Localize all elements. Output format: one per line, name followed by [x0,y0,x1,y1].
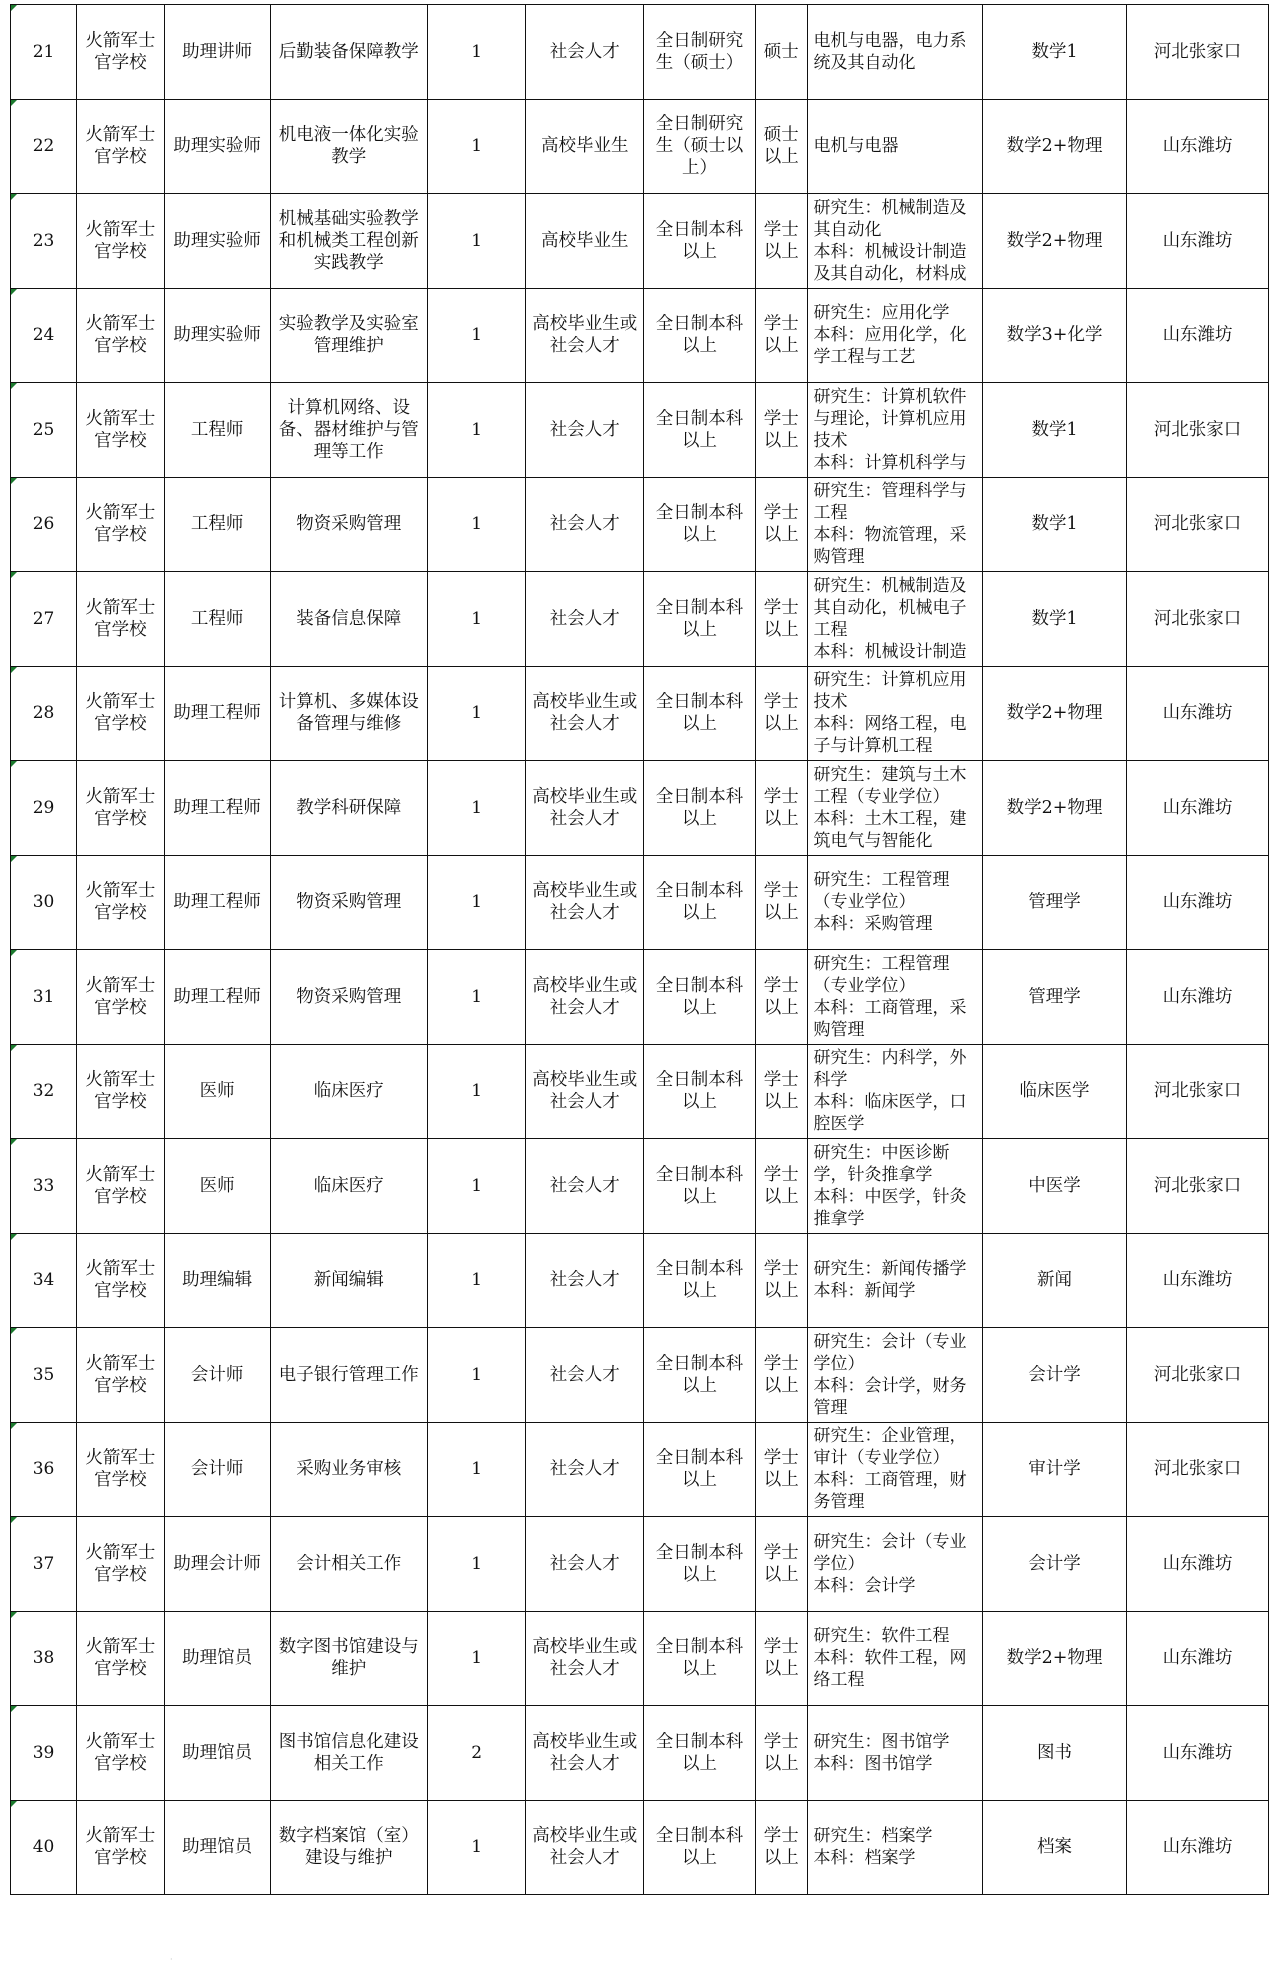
job-duty-cell: 装备信息保障 [270,572,427,667]
exam-subject-cell: 数学2+物理 [982,761,1126,856]
degree-cell: 学士以上 [755,666,807,761]
position-title-cell: 助理工程师 [164,761,270,856]
work-location-cell: 河北张家口 [1127,1139,1269,1234]
unit-name-cell: 火箭军士官学校 [77,950,165,1045]
candidate-source-cell: 高校毕业生或社会人才 [526,855,644,950]
position-title-cell: 工程师 [164,477,270,572]
headcount-cell: 1 [427,1328,526,1423]
candidate-source-cell: 高校毕业生或社会人才 [526,950,644,1045]
unit-name-cell: 火箭军士官学校 [77,99,165,194]
exam-subject-cell: 数学1 [982,572,1126,667]
unit-name-cell: 火箭军士官学校 [77,288,165,383]
education-cell: 全日制本科以上 [644,855,756,950]
headcount-cell: 1 [427,99,526,194]
serial-number-cell: 38 [11,1611,77,1706]
major-cell: 研究生：计算机应用技术 本科：网络工程，电子与计算机工程 [807,666,982,761]
degree-cell: 学士以上 [755,1044,807,1139]
exam-subject-cell: 管理学 [982,950,1126,1045]
unit-name-cell: 火箭军士官学校 [77,1517,165,1612]
unit-name-cell: 火箭军士官学校 [77,1611,165,1706]
education-cell: 全日制本科以上 [644,1233,756,1328]
work-location-cell: 河北张家口 [1127,1328,1269,1423]
degree-cell: 学士以上 [755,1233,807,1328]
unit-name-cell: 火箭军士官学校 [77,761,165,856]
candidate-source-cell: 高校毕业生或社会人才 [526,666,644,761]
education-cell: 全日制本科以上 [644,1139,756,1234]
unit-name-cell: 火箭军士官学校 [77,1044,165,1139]
position-title-cell: 助理会计师 [164,1517,270,1612]
major-cell: 研究生：新闻传播学 本科：新闻学 [807,1233,982,1328]
education-cell: 全日制本科以上 [644,1517,756,1612]
unit-name-cell: 火箭军士官学校 [77,1233,165,1328]
position-title-cell: 医师 [164,1139,270,1234]
education-cell: 全日制本科以上 [644,288,756,383]
degree-cell: 学士以上 [755,572,807,667]
table-row [11,288,1269,383]
major-cell: 研究生：管理科学与工程 本科：物流管理，采购管理 [807,477,982,572]
serial-number-cell: 39 [11,1706,77,1801]
table-row [11,1422,1269,1517]
major-cell: 研究生：建筑与土木工程（专业学位） 本科：土木工程，建筑电气与智能化 [807,761,982,856]
candidate-source-cell: 高校毕业生 [526,99,644,194]
position-title-cell: 助理编辑 [164,1233,270,1328]
exam-subject-cell: 数学2+物理 [982,99,1126,194]
major-cell: 研究生：会计（专业学位） 本科：会计学，财务管理 [807,1328,982,1423]
major-cell: 研究生：工程管理（专业学位） 本科：采购管理 [807,855,982,950]
serial-number-cell: 31 [11,950,77,1045]
job-duty-cell: 机械基础实验教学和机械类工程创新实践教学 [270,194,427,289]
candidate-source-cell: 社会人才 [526,1139,644,1234]
headcount-cell: 1 [427,194,526,289]
candidate-source-cell: 社会人才 [526,1233,644,1328]
headcount-cell: 1 [427,1800,526,1895]
work-location-cell: 河北张家口 [1127,383,1269,478]
job-duty-cell: 计算机网络、设备、器材维护与管理等工作 [270,383,427,478]
position-title-cell: 工程师 [164,572,270,667]
serial-number-cell: 33 [11,1139,77,1234]
exam-subject-cell: 图书 [982,1706,1126,1801]
work-location-cell: 山东潍坊 [1127,1517,1269,1612]
table-row [11,194,1269,289]
candidate-source-cell: 社会人才 [526,1422,644,1517]
work-location-cell: 河北张家口 [1127,5,1269,100]
serial-number-cell: 23 [11,194,77,289]
candidate-source-cell: 高校毕业生或社会人才 [526,1706,644,1801]
degree-cell: 学士以上 [755,1611,807,1706]
job-duty-cell: 新闻编辑 [270,1233,427,1328]
candidate-source-cell: 高校毕业生或社会人才 [526,1044,644,1139]
position-title-cell: 会计师 [164,1422,270,1517]
education-cell: 全日制本科以上 [644,572,756,667]
degree-cell: 硕士 [755,5,807,100]
candidate-source-cell: 高校毕业生或社会人才 [526,1611,644,1706]
major-cell: 研究生：应用化学 本科：应用化学，化学工程与工艺 [807,288,982,383]
work-location-cell: 山东潍坊 [1127,99,1269,194]
exam-subject-cell: 会计学 [982,1328,1126,1423]
headcount-cell: 1 [427,572,526,667]
serial-number-cell: 35 [11,1328,77,1423]
unit-name-cell: 火箭军士官学校 [77,1800,165,1895]
headcount-cell: 1 [427,5,526,100]
major-cell: 研究生：中医诊断学，针灸推拿学 本科：中医学，针灸推拿学 [807,1139,982,1234]
unit-name-cell: 火箭军士官学校 [77,666,165,761]
unit-name-cell: 火箭军士官学校 [77,383,165,478]
candidate-source-cell: 高校毕业生 [526,194,644,289]
position-title-cell: 工程师 [164,383,270,478]
job-duty-cell: 物资采购管理 [270,950,427,1045]
position-title-cell: 医师 [164,1044,270,1139]
serial-number-cell: 37 [11,1517,77,1612]
work-location-cell: 山东潍坊 [1127,1800,1269,1895]
work-location-cell: 山东潍坊 [1127,761,1269,856]
exam-subject-cell: 新闻 [982,1233,1126,1328]
degree-cell: 学士以上 [755,194,807,289]
serial-number-cell: 29 [11,761,77,856]
candidate-source-cell: 高校毕业生或社会人才 [526,761,644,856]
position-title-cell: 助理实验师 [164,194,270,289]
exam-subject-cell: 数学2+物理 [982,1611,1126,1706]
education-cell: 全日制本科以上 [644,194,756,289]
table-row [11,1706,1269,1801]
table-row [11,1517,1269,1612]
serial-number-cell: 40 [11,1800,77,1895]
degree-cell: 学士以上 [755,1328,807,1423]
unit-name-cell: 火箭军士官学校 [77,855,165,950]
job-duty-cell: 会计相关工作 [270,1517,427,1612]
headcount-cell: 1 [427,1139,526,1234]
serial-number-cell: 25 [11,383,77,478]
table-row [11,1139,1269,1234]
serial-number-cell: 27 [11,572,77,667]
exam-subject-cell: 管理学 [982,855,1126,950]
education-cell: 全日制本科以上 [644,950,756,1045]
position-title-cell: 助理工程师 [164,666,270,761]
degree-cell: 学士以上 [755,761,807,856]
degree-cell: 学士以上 [755,288,807,383]
job-duty-cell: 物资采购管理 [270,855,427,950]
major-cell: 研究生：计算机软件与理论，计算机应用技术 本科：计算机科学与 [807,383,982,478]
position-title-cell: 助理馆员 [164,1706,270,1801]
headcount-cell: 1 [427,1517,526,1612]
work-location-cell: 河北张家口 [1127,477,1269,572]
job-duty-cell: 临床医疗 [270,1139,427,1234]
exam-subject-cell: 数学1 [982,383,1126,478]
exam-subject-cell: 数学1 [982,5,1126,100]
unit-name-cell: 火箭军士官学校 [77,1706,165,1801]
major-cell: 研究生：内科学，外科学 本科：临床医学，口腔医学 [807,1044,982,1139]
serial-number-cell: 32 [11,1044,77,1139]
table-row [11,761,1269,856]
education-cell: 全日制本科以上 [644,1422,756,1517]
recruitment-table [10,4,1269,1895]
job-duty-cell: 图书馆信息化建设相关工作 [270,1706,427,1801]
exam-subject-cell: 档案 [982,1800,1126,1895]
unit-name-cell: 火箭军士官学校 [77,1139,165,1234]
degree-cell: 学士以上 [755,383,807,478]
candidate-source-cell: 社会人才 [526,5,644,100]
serial-number-cell: 22 [11,99,77,194]
major-cell: 研究生：档案学 本科：档案学 [807,1800,982,1895]
table-row [11,1328,1269,1423]
education-cell: 全日制本科以上 [644,1328,756,1423]
education-cell: 全日制本科以上 [644,761,756,856]
education-cell: 全日制本科以上 [644,383,756,478]
candidate-source-cell: 社会人才 [526,1328,644,1423]
job-duty-cell: 计算机、多媒体设备管理与维修 [270,666,427,761]
position-title-cell: 助理实验师 [164,99,270,194]
table-row [11,950,1269,1045]
position-title-cell: 助理实验师 [164,288,270,383]
table-row [11,1233,1269,1328]
work-location-cell: 山东潍坊 [1127,194,1269,289]
candidate-source-cell: 高校毕业生或社会人才 [526,288,644,383]
headcount-cell: 1 [427,761,526,856]
candidate-source-cell: 高校毕业生或社会人才 [526,1800,644,1895]
degree-cell: 学士以上 [755,477,807,572]
degree-cell: 学士以上 [755,1139,807,1234]
table-row [11,572,1269,667]
degree-cell: 学士以上 [755,1422,807,1517]
degree-cell: 学士以上 [755,1517,807,1612]
headcount-cell: 1 [427,1611,526,1706]
table-row [11,1044,1269,1139]
education-cell: 全日制本科以上 [644,1706,756,1801]
degree-cell: 学士以上 [755,855,807,950]
job-duty-cell: 实验教学及实验室管理维护 [270,288,427,383]
headcount-cell: 2 [427,1706,526,1801]
table-row [11,855,1269,950]
major-cell: 研究生：软件工程 本科：软件工程，网络工程 [807,1611,982,1706]
exam-subject-cell: 数学3+化学 [982,288,1126,383]
education-cell: 全日制研究生（硕士以上） [644,99,756,194]
unit-name-cell: 火箭军士官学校 [77,5,165,100]
work-location-cell: 山东潍坊 [1127,950,1269,1045]
headcount-cell: 1 [427,477,526,572]
serial-number-cell: 26 [11,477,77,572]
major-cell: 研究生：会计（专业学位） 本科：会计学 [807,1517,982,1612]
serial-number-cell: 30 [11,855,77,950]
serial-number-cell: 28 [11,666,77,761]
work-location-cell: 山东潍坊 [1127,1611,1269,1706]
job-duty-cell: 物资采购管理 [270,477,427,572]
exam-subject-cell: 数学2+物理 [982,666,1126,761]
table-body [11,5,1269,1895]
work-location-cell: 山东潍坊 [1127,288,1269,383]
position-title-cell: 助理工程师 [164,855,270,950]
table-row [11,1800,1269,1895]
education-cell: 全日制本科以上 [644,1800,756,1895]
headcount-cell: 1 [427,1044,526,1139]
table-row [11,666,1269,761]
table-row [11,5,1269,100]
degree-cell: 学士以上 [755,1706,807,1801]
exam-subject-cell: 数学2+物理 [982,194,1126,289]
work-location-cell: 河北张家口 [1127,572,1269,667]
exam-subject-cell: 会计学 [982,1517,1126,1612]
education-cell: 全日制本科以上 [644,1611,756,1706]
major-cell: 研究生：企业管理，审计（专业学位） 本科：工商管理，财务管理 [807,1422,982,1517]
serial-number-cell: 36 [11,1422,77,1517]
unit-name-cell: 火箭军士官学校 [77,1422,165,1517]
table-row [11,99,1269,194]
table-row [11,1611,1269,1706]
unit-name-cell: 火箭军士官学校 [77,477,165,572]
job-duty-cell: 临床医疗 [270,1044,427,1139]
candidate-source-cell: 社会人才 [526,477,644,572]
job-duty-cell: 后勤装备保障教学 [270,5,427,100]
position-title-cell: 助理讲师 [164,5,270,100]
job-duty-cell: 数字图书馆建设与维护 [270,1611,427,1706]
headcount-cell: 1 [427,666,526,761]
major-cell: 研究生：图书馆学 本科：图书馆学 [807,1706,982,1801]
unit-name-cell: 火箭军士官学校 [77,1328,165,1423]
job-duty-cell: 数字档案馆（室）建设与维护 [270,1800,427,1895]
candidate-source-cell: 社会人才 [526,1517,644,1612]
work-location-cell: 山东潍坊 [1127,855,1269,950]
footer-mark: · [170,1955,173,1964]
degree-cell: 硕士以上 [755,99,807,194]
table-row [11,383,1269,478]
major-cell: 研究生：机械制造及其自动化 本科：机械设计制造及其自动化，材料成 [807,194,982,289]
headcount-cell: 1 [427,855,526,950]
work-location-cell: 山东潍坊 [1127,666,1269,761]
job-duty-cell: 采购业务审核 [270,1422,427,1517]
candidate-source-cell: 社会人才 [526,572,644,667]
work-location-cell: 河北张家口 [1127,1422,1269,1517]
exam-subject-cell: 审计学 [982,1422,1126,1517]
serial-number-cell: 34 [11,1233,77,1328]
major-cell: 电机与电器，电力系统及其自动化 [807,5,982,100]
headcount-cell: 1 [427,1233,526,1328]
table-row [11,477,1269,572]
job-duty-cell: 电子银行管理工作 [270,1328,427,1423]
candidate-source-cell: 社会人才 [526,383,644,478]
education-cell: 全日制本科以上 [644,477,756,572]
position-title-cell: 助理馆员 [164,1611,270,1706]
job-duty-cell: 机电液一体化实验教学 [270,99,427,194]
work-location-cell: 山东潍坊 [1127,1706,1269,1801]
headcount-cell: 1 [427,383,526,478]
headcount-cell: 1 [427,288,526,383]
headcount-cell: 1 [427,950,526,1045]
education-cell: 全日制本科以上 [644,1044,756,1139]
job-duty-cell: 教学科研保障 [270,761,427,856]
major-cell: 研究生：工程管理（专业学位） 本科：工商管理，采购管理 [807,950,982,1045]
serial-number-cell: 24 [11,288,77,383]
major-cell: 电机与电器 [807,99,982,194]
position-title-cell: 会计师 [164,1328,270,1423]
exam-subject-cell: 数学1 [982,477,1126,572]
headcount-cell: 1 [427,1422,526,1517]
unit-name-cell: 火箭军士官学校 [77,194,165,289]
major-cell: 研究生：机械制造及其自动化，机械电子工程 本科：机械设计制造 [807,572,982,667]
exam-subject-cell: 临床医学 [982,1044,1126,1139]
position-title-cell: 助理馆员 [164,1800,270,1895]
education-cell: 全日制研究生（硕士） [644,5,756,100]
unit-name-cell: 火箭军士官学校 [77,572,165,667]
degree-cell: 学士以上 [755,950,807,1045]
work-location-cell: 山东潍坊 [1127,1233,1269,1328]
education-cell: 全日制本科以上 [644,666,756,761]
exam-subject-cell: 中医学 [982,1139,1126,1234]
work-location-cell: 河北张家口 [1127,1044,1269,1139]
degree-cell: 学士以上 [755,1800,807,1895]
serial-number-cell: 21 [11,5,77,100]
position-title-cell: 助理工程师 [164,950,270,1045]
